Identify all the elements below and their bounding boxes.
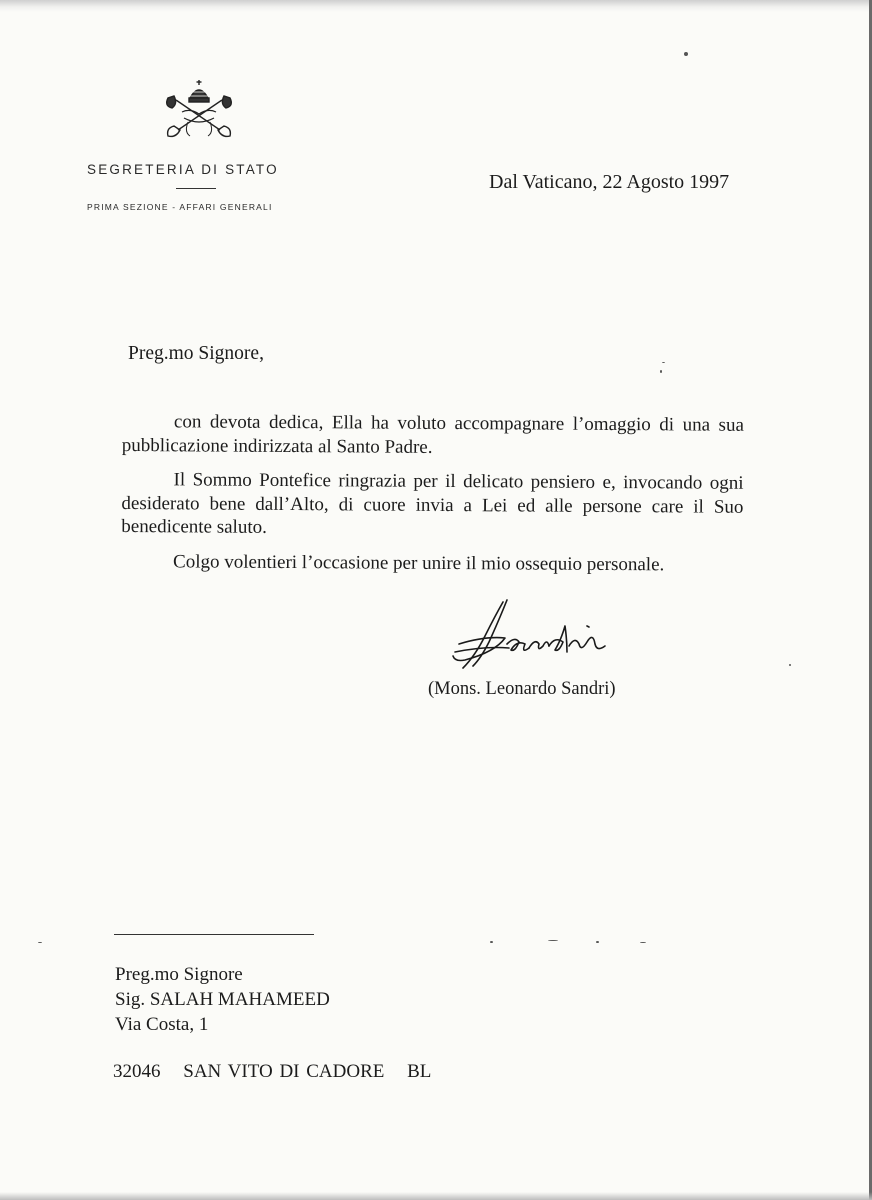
province-code: BL [407, 1061, 432, 1082]
paper-speck [660, 370, 662, 373]
paper-speck [684, 52, 688, 56]
paper-speck [490, 941, 493, 943]
paper-bottom-edge [0, 1192, 872, 1200]
paper-speck [640, 942, 646, 943]
address-divider [114, 934, 314, 935]
office-name: SEGRETERIA DI STATO [87, 162, 279, 177]
papal-keys-crest-icon [160, 78, 238, 140]
signer-name: (Mons. Leonardo Sandri) [428, 679, 616, 699]
paper-speck [596, 941, 599, 943]
paper-speck [38, 942, 42, 943]
recipient-address [115, 962, 330, 1037]
paper-speck [662, 362, 665, 363]
section-name: PRIMA SEZIONE - AFFARI GENERALI [87, 202, 273, 212]
letter-body [121, 410, 744, 588]
address-line: Preg.mo Signore [115, 964, 243, 985]
address-line: Sig. SALAH MAHAMEED [115, 989, 330, 1010]
salutation: Preg.mo Signore, [128, 343, 264, 364]
city-name: SAN VITO DI CADORE [183, 1061, 385, 1082]
paper-speck [548, 940, 558, 941]
body-paragraph: con devota dedica, Ella ha voluto accompagnare l’omaggio di una sua pubblicazione indirizzata al Santo Padre. [121, 411, 744, 458]
address-line: Via Costa, 1 [115, 1014, 209, 1035]
body-paragraph: Il Sommo Pontefice ringrazia per il delicato pensiero e, invocando ogni desiderato bene dall’Alto, di cuore invia a Lei ed alle persone care il Suo benedicente saluto. [121, 469, 744, 538]
date-line: Dal Vaticano, 22 Agosto 1997 [489, 171, 730, 193]
paper-top-edge [0, 0, 872, 12]
letterhead-divider [176, 188, 216, 189]
handwritten-signature [445, 596, 620, 676]
postal-line [113, 1061, 447, 1083]
body-paragraph: Colgo volentieri l’occasione per unire il mio ossequio personale. [173, 550, 665, 575]
postal-code: 32046 [113, 1061, 161, 1082]
paper-speck [789, 664, 791, 666]
